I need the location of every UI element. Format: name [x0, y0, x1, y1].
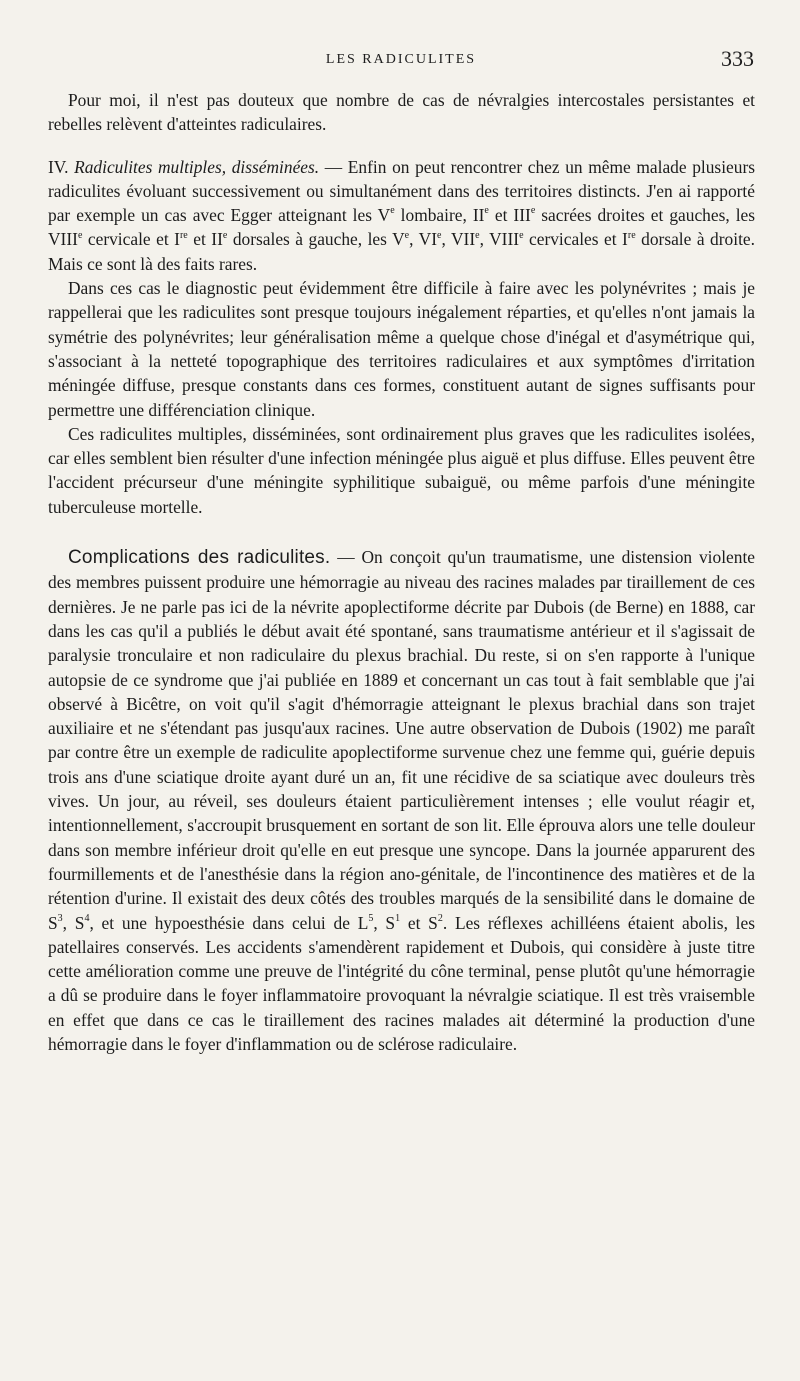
text-run: dorsale à droite. Mais ce sont là des faits rares. [48, 229, 755, 274]
paragraph-severity [48, 422, 755, 519]
superscript: e [437, 229, 442, 241]
superscript: e [77, 229, 83, 241]
section-heading: Complications des radiculites. [68, 547, 331, 569]
superscript: 2 [437, 912, 443, 924]
superscript: e [404, 229, 410, 241]
superscript: e [390, 205, 395, 217]
superscript: 5 [368, 912, 374, 924]
text-run: , VII [441, 229, 476, 250]
paragraph-intercostal [48, 88, 755, 137]
text-run: sacrées droites et gauches, les VIII [48, 205, 756, 250]
body-text [48, 88, 755, 1056]
paragraph-multiple-radiculitis [48, 155, 755, 276]
superscript: 3 [57, 912, 63, 924]
text-run: lombaire, II [394, 205, 485, 226]
text-run: — Enfin on peut rencontrer chez un même malade plusieurs radiculites évoluant successivement ou simultanément dans des territoires distincts. J'en ai rapporté par exemple un cas avec Egger atteignant les V [48, 156, 756, 226]
text-run: , VI [409, 229, 438, 250]
running-head [48, 46, 754, 76]
superscript: 4 [84, 912, 90, 924]
section-title: Radiculites multiples, disséminées. [74, 156, 320, 177]
text-run: . Les réflexes achilléens étaient abolis, les patellaires conservés. Les accidents s'amendèrent rapidement et Dubois, qui considère à juste titre cette amélioration comme une preuve de l'intégrité du cône terminal, pense plutôt qu'une hémorragie a dû se produire dans le foyer inflammatoire provoquant la névralgie sciatique. Il est très vraisemble en effet que dans ce cas le tiraillement des racines malades ait déterminé la production d'une hémorragie dans le foyer d'inflammation ou de sclérose radiculaire. [48, 912, 755, 1054]
text-run: — On conçoit qu'un traumatisme, une distension violente des membres puissent produire une hémorragie au niveau des racines malades par tiraillement de ces dernières. Je ne parle pas ici de la névrite apoplectiforme décrite par Dubois (de Berne) en 1888, car dans les cas qu'il a publiés le début avait été spontané, sans traumatisme antérieur et il s'agissait de paralysie tronculaire et non radiculaire du plexus brachial. Du reste, si on s'en rapporte à l'unique autopsie de ce syndrome que j'ai publiée en 1889 et concernant un cas tout à fait semblable que j'ai observé à Bicêtre, on voit qu'il s'agit d'hémorragie atteignant le plexus brachial dans son trajet auxiliaire et ne s'étendant pas jusqu'aux racines. Une autre observation de Dubois (1902) me paraît par contre être un exemple de radiculite apoplectiforme survenue chez une femme qui, guérie depuis trois ans d'une sciatique droite ayant duré un an, fit une récidive de sa sciatique avec douleurs très vives. Un jour, au réveil, ses douleurs étaient particulièrement intenses ; elle voulut réagir et, intentionnellement, s'accroupit brusquement en sortant de son lit. Elle éprouva alors une telle douleur dans son membre inférieur droit qu'elle en eut presque une syncope. Dans la journée apparurent des fourmillements et de l'anesthésie dans la région ano-génitale, de l'incontinence des matières et de la rétention d'urine. Il existait des deux côtés des troubles marqués de la sensibilité dans le domaine de S [48, 547, 755, 933]
superscript: re [179, 229, 188, 241]
paragraph-text: Dans ces cas le diagnostic peut évidemment être difficile à faire avec les polynévrites ; mais je rappellerai que les radiculites sont presque toujours inégalement réparties, et qu'elles n'ont jamais la symétrie des polynévrites; leur généralisation même a quelque chose d'inégal et d'asymétrique qui, s'associant à la netteté topographique des territoires radiculaires et aux symptômes d'irritation méningée diffuse, presque constants dans ces formes, constituent autant de signes suffisants pour permettre une différenciation clinique. [48, 278, 755, 420]
superscript: e [484, 205, 489, 217]
paragraph-complications [48, 545, 755, 1056]
text-run: , S [62, 912, 85, 933]
superscript: re [627, 229, 636, 241]
superscript: 1 [395, 912, 401, 924]
superscript: e [519, 229, 524, 241]
text-run: , et une hypoesthésie dans celui de L [89, 912, 369, 933]
text-run: et III [488, 205, 531, 226]
superscript: e [222, 229, 228, 241]
text-run: et S [400, 912, 438, 933]
superscript: e [475, 229, 480, 241]
superscript: e [530, 205, 536, 217]
paragraph-diagnosis [48, 276, 755, 422]
page-number: 333 [721, 46, 754, 71]
paragraph-text: Pour moi, il n'est pas douteux que nombre de cas de névralgies intercostales persistantes et rebelles relèvent d'atteintes radiculaires. [48, 90, 755, 135]
text-run: et II [187, 229, 223, 250]
section-numeral: IV. [48, 156, 69, 177]
text-run: cervicales et I [523, 229, 628, 250]
running-title: LES RADICULITES [325, 52, 477, 67]
text-run: dorsales à gauche, les V [227, 229, 405, 250]
paragraph-text: Ces radiculites multiples, disséminées, sont ordinairement plus graves que les radiculites isolées, car elles semblent bien résulter d'une infection méningée plus aiguë et plus diffuse. Elles peuvent être l'accident précurseur d'une méningite syphilitique subaiguë, ou même parfois d'une méningite tuberculeuse mortelle. [48, 423, 755, 517]
text-run: , VIII [479, 229, 520, 250]
text-run: , S [373, 912, 396, 933]
text-run: cervicale et I [82, 229, 180, 250]
